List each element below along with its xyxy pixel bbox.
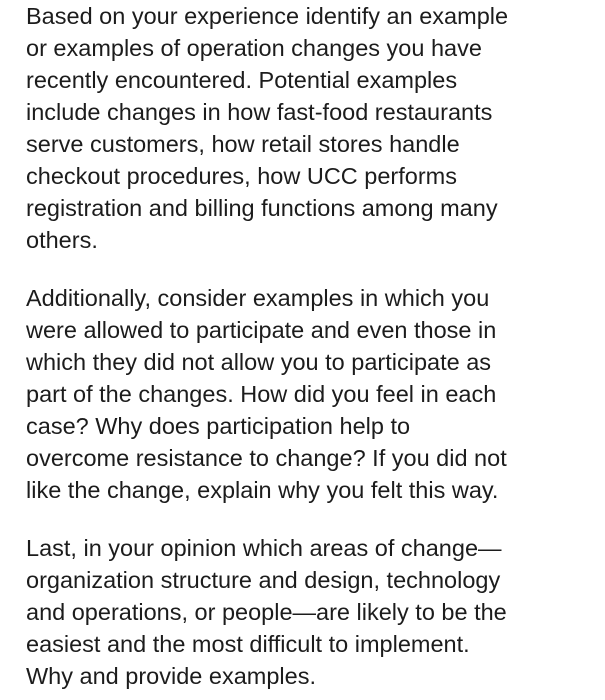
paragraph-1 bbox=[26, 0, 596, 256]
text-line: like the change, explain why you felt this way. bbox=[26, 477, 499, 503]
text-line: serve customers, how retail stores handle bbox=[26, 131, 460, 157]
text-line: recently encountered. Potential examples bbox=[26, 67, 458, 93]
text-line: organization structure and design, technology bbox=[26, 567, 501, 593]
text-line: checkout procedures, how UCC performs bbox=[26, 163, 458, 189]
text-line: Additionally, consider examples in which you bbox=[26, 285, 490, 311]
text-line: Based on your experience identify an example bbox=[26, 3, 509, 29]
text-line: Last, in your opinion which areas of change— bbox=[26, 535, 502, 561]
text-line: overcome resistance to change? If you did not bbox=[26, 445, 507, 471]
text-line: include changes in how fast-food restaurants bbox=[26, 99, 493, 125]
text-line: Why and provide examples. bbox=[26, 663, 316, 689]
paragraph-3 bbox=[26, 532, 596, 692]
text-line: easiest and the most difficult to implement. bbox=[26, 631, 470, 657]
text-line: and operations, or people—are likely to be the bbox=[26, 599, 507, 625]
paragraph-2 bbox=[26, 282, 596, 506]
text-line: or examples of operation changes you have bbox=[26, 35, 482, 61]
text-line: others. bbox=[26, 227, 98, 253]
text-line: part of the changes. How did you feel in each bbox=[26, 381, 497, 407]
text-line: case? Why does participation help to bbox=[26, 413, 411, 439]
text-line: registration and billing functions among many bbox=[26, 195, 498, 221]
text-line: which they did not allow you to participate as bbox=[26, 349, 492, 375]
document-body bbox=[26, 0, 596, 692]
text-line: were allowed to participate and even those in bbox=[26, 317, 497, 343]
